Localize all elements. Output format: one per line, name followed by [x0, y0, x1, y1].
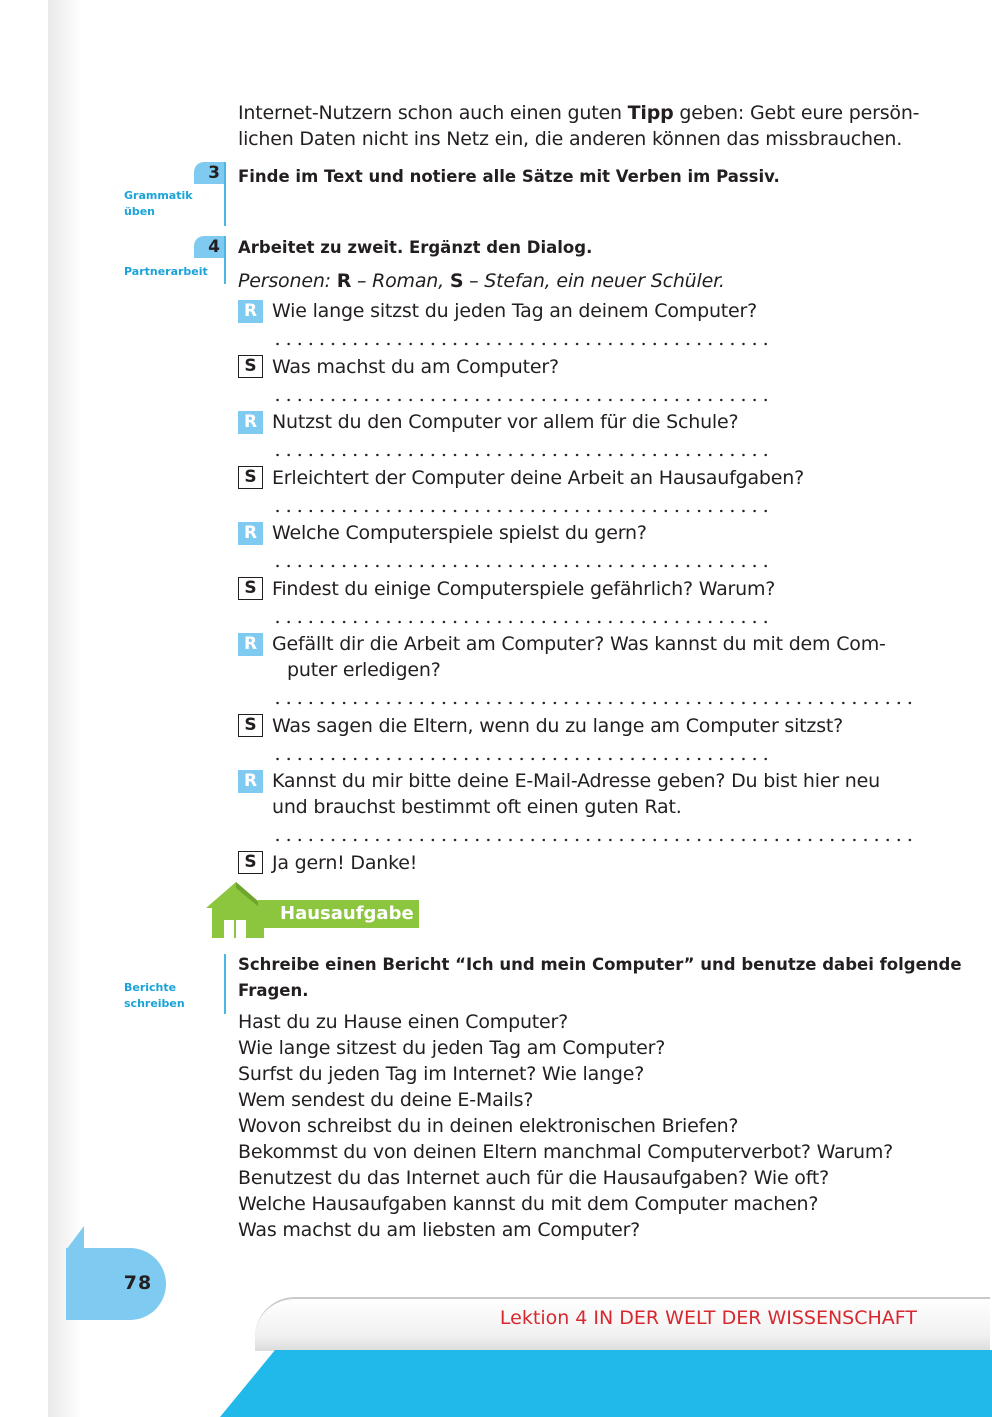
- homework-question: Wem sendest du deine E-Mails?: [238, 1089, 534, 1111]
- homework-question: Welche Hausaufgaben kannst du mit dem Computer machen?: [238, 1193, 819, 1215]
- intro-line-1: [238, 100, 919, 126]
- speaker-s-badge: S: [238, 355, 263, 378]
- dialog-line: Gefällt dir die Arbeit am Computer? Was kannst du mit dem Com-: [272, 633, 886, 655]
- dialog-line: Was sagen die Eltern, wenn du zu lange am Computer sitzst?: [272, 715, 844, 737]
- speaker-r-badge: R: [238, 411, 263, 434]
- homework-side-label: [124, 980, 185, 1012]
- persons-r-text: – Roman,: [351, 270, 450, 292]
- answer-dotted-line[interactable]: [272, 837, 918, 843]
- dialog-line: Erleichtert der Computer deine Arbeit an Hausaufgaben?: [272, 467, 804, 489]
- speaker-s-badge: S: [238, 577, 263, 600]
- exercise-3-label: [124, 188, 193, 220]
- intro-text-end: geben: Gebt eure persön-: [673, 102, 920, 124]
- dialog-line-continued: und brauchst bestimmt oft einen guten Rat.: [272, 796, 682, 818]
- dialog-line: Findest du einige Computerspiele gefährlich? Warum?: [272, 578, 776, 600]
- exercise-3-rule: [224, 162, 226, 226]
- persons-s-text: – Stefan, ein neuer Schüler.: [463, 270, 725, 292]
- intro-line-2: lichen Daten nicht ins Netz ein, die anderen können das missbrauchen.: [238, 128, 903, 150]
- dialog-line: Nutzst du den Computer vor allem für die Schule?: [272, 411, 739, 433]
- speaker-r-badge: R: [238, 522, 263, 545]
- dialog-line: Wie lange sitzst du jeden Tag an deinem Computer?: [272, 300, 758, 322]
- homework-question: Benutzest du das Internet auch für die Hausaufgaben? Wie oft?: [238, 1167, 829, 1189]
- speaker-r-badge: R: [238, 300, 263, 323]
- speaker-s-badge: S: [238, 466, 263, 489]
- intro-tip: Tipp: [627, 102, 674, 124]
- dialog-line: Kannst du mir bitte deine E-Mail-Adresse geben? Du bist hier neu: [272, 770, 880, 792]
- answer-dotted-line[interactable]: [272, 619, 774, 625]
- lesson-title: Lektion 4 IN DER WELT DER WISSENSCHAFT: [499, 1307, 917, 1329]
- intro-text: Internet-Nutzern schon auch einen guten: [238, 102, 628, 124]
- dialog-line: Ja gern! Danke!: [272, 852, 418, 874]
- dialog-line-continued: puter erledigen?: [287, 659, 441, 681]
- exercise-3-number: 3: [194, 162, 226, 184]
- answer-dotted-line[interactable]: [272, 508, 774, 514]
- homework-title: Hausaufgabe: [280, 903, 414, 924]
- homework-question: Was machst du am liebsten am Computer?: [238, 1219, 641, 1241]
- answer-dotted-line[interactable]: [272, 452, 774, 458]
- homework-question: Bekommst du von deinen Eltern manchmal Computerverbot? Warum?: [238, 1141, 894, 1163]
- exercise-4-instruction: Arbeitet zu zweit. Ergänzt den Dialog.: [238, 238, 593, 257]
- page-number: 78: [123, 1272, 153, 1294]
- speaker-s-badge: S: [238, 851, 263, 874]
- spine-shadow: [48, 0, 82, 1417]
- speaker-r-badge: R: [238, 770, 263, 793]
- answer-dotted-line[interactable]: [272, 563, 774, 569]
- homework-instruction-2: Fragen.: [238, 981, 309, 1000]
- exercise-3-instruction: Finde im Text und notiere alle Sätze mit Verben im Passiv.: [238, 167, 780, 186]
- side-label-ueben: üben: [124, 205, 155, 218]
- exercise-4-label: Partnerarbeit: [124, 265, 208, 278]
- homework-question: Surfst du jeden Tag im Internet? Wie lange?: [238, 1063, 645, 1085]
- answer-dotted-line[interactable]: [272, 341, 774, 347]
- homework-question: Wovon schreibst du in deinen elektronischen Briefen?: [238, 1115, 739, 1137]
- exercise-4-rule: [224, 236, 226, 284]
- page-spine: [0, 0, 82, 1417]
- homework-question: Wie lange sitzest du jeden Tag am Computer?: [238, 1037, 666, 1059]
- answer-dotted-line[interactable]: [272, 700, 918, 706]
- side-label-schreiben: schreiben: [124, 997, 185, 1010]
- speaker-r-badge: R: [238, 633, 263, 656]
- persons-s: S: [449, 270, 464, 292]
- dialog-line: Welche Computerspiele spielst du gern?: [272, 522, 647, 544]
- homework-rule: [224, 954, 226, 1014]
- answer-dotted-line[interactable]: [272, 397, 774, 403]
- side-label-berichte: Berichte: [124, 981, 177, 994]
- persons-line: [238, 268, 725, 294]
- footer-blue-band: [220, 1350, 992, 1417]
- answer-dotted-line[interactable]: [272, 756, 774, 762]
- homework-instruction-1: Schreibe einen Bericht “Ich und mein Computer” und benutze dabei folgende: [238, 955, 962, 974]
- dialog-line: Was machst du am Computer?: [272, 356, 559, 378]
- persons-prefix: Personen:: [238, 270, 337, 292]
- exercise-4-number: 4: [194, 236, 226, 258]
- side-label-grammatik: Grammatik: [124, 189, 193, 202]
- persons-r: R: [336, 270, 352, 292]
- speaker-s-badge: S: [238, 714, 263, 737]
- homework-question: Hast du zu Hause einen Computer?: [238, 1011, 569, 1033]
